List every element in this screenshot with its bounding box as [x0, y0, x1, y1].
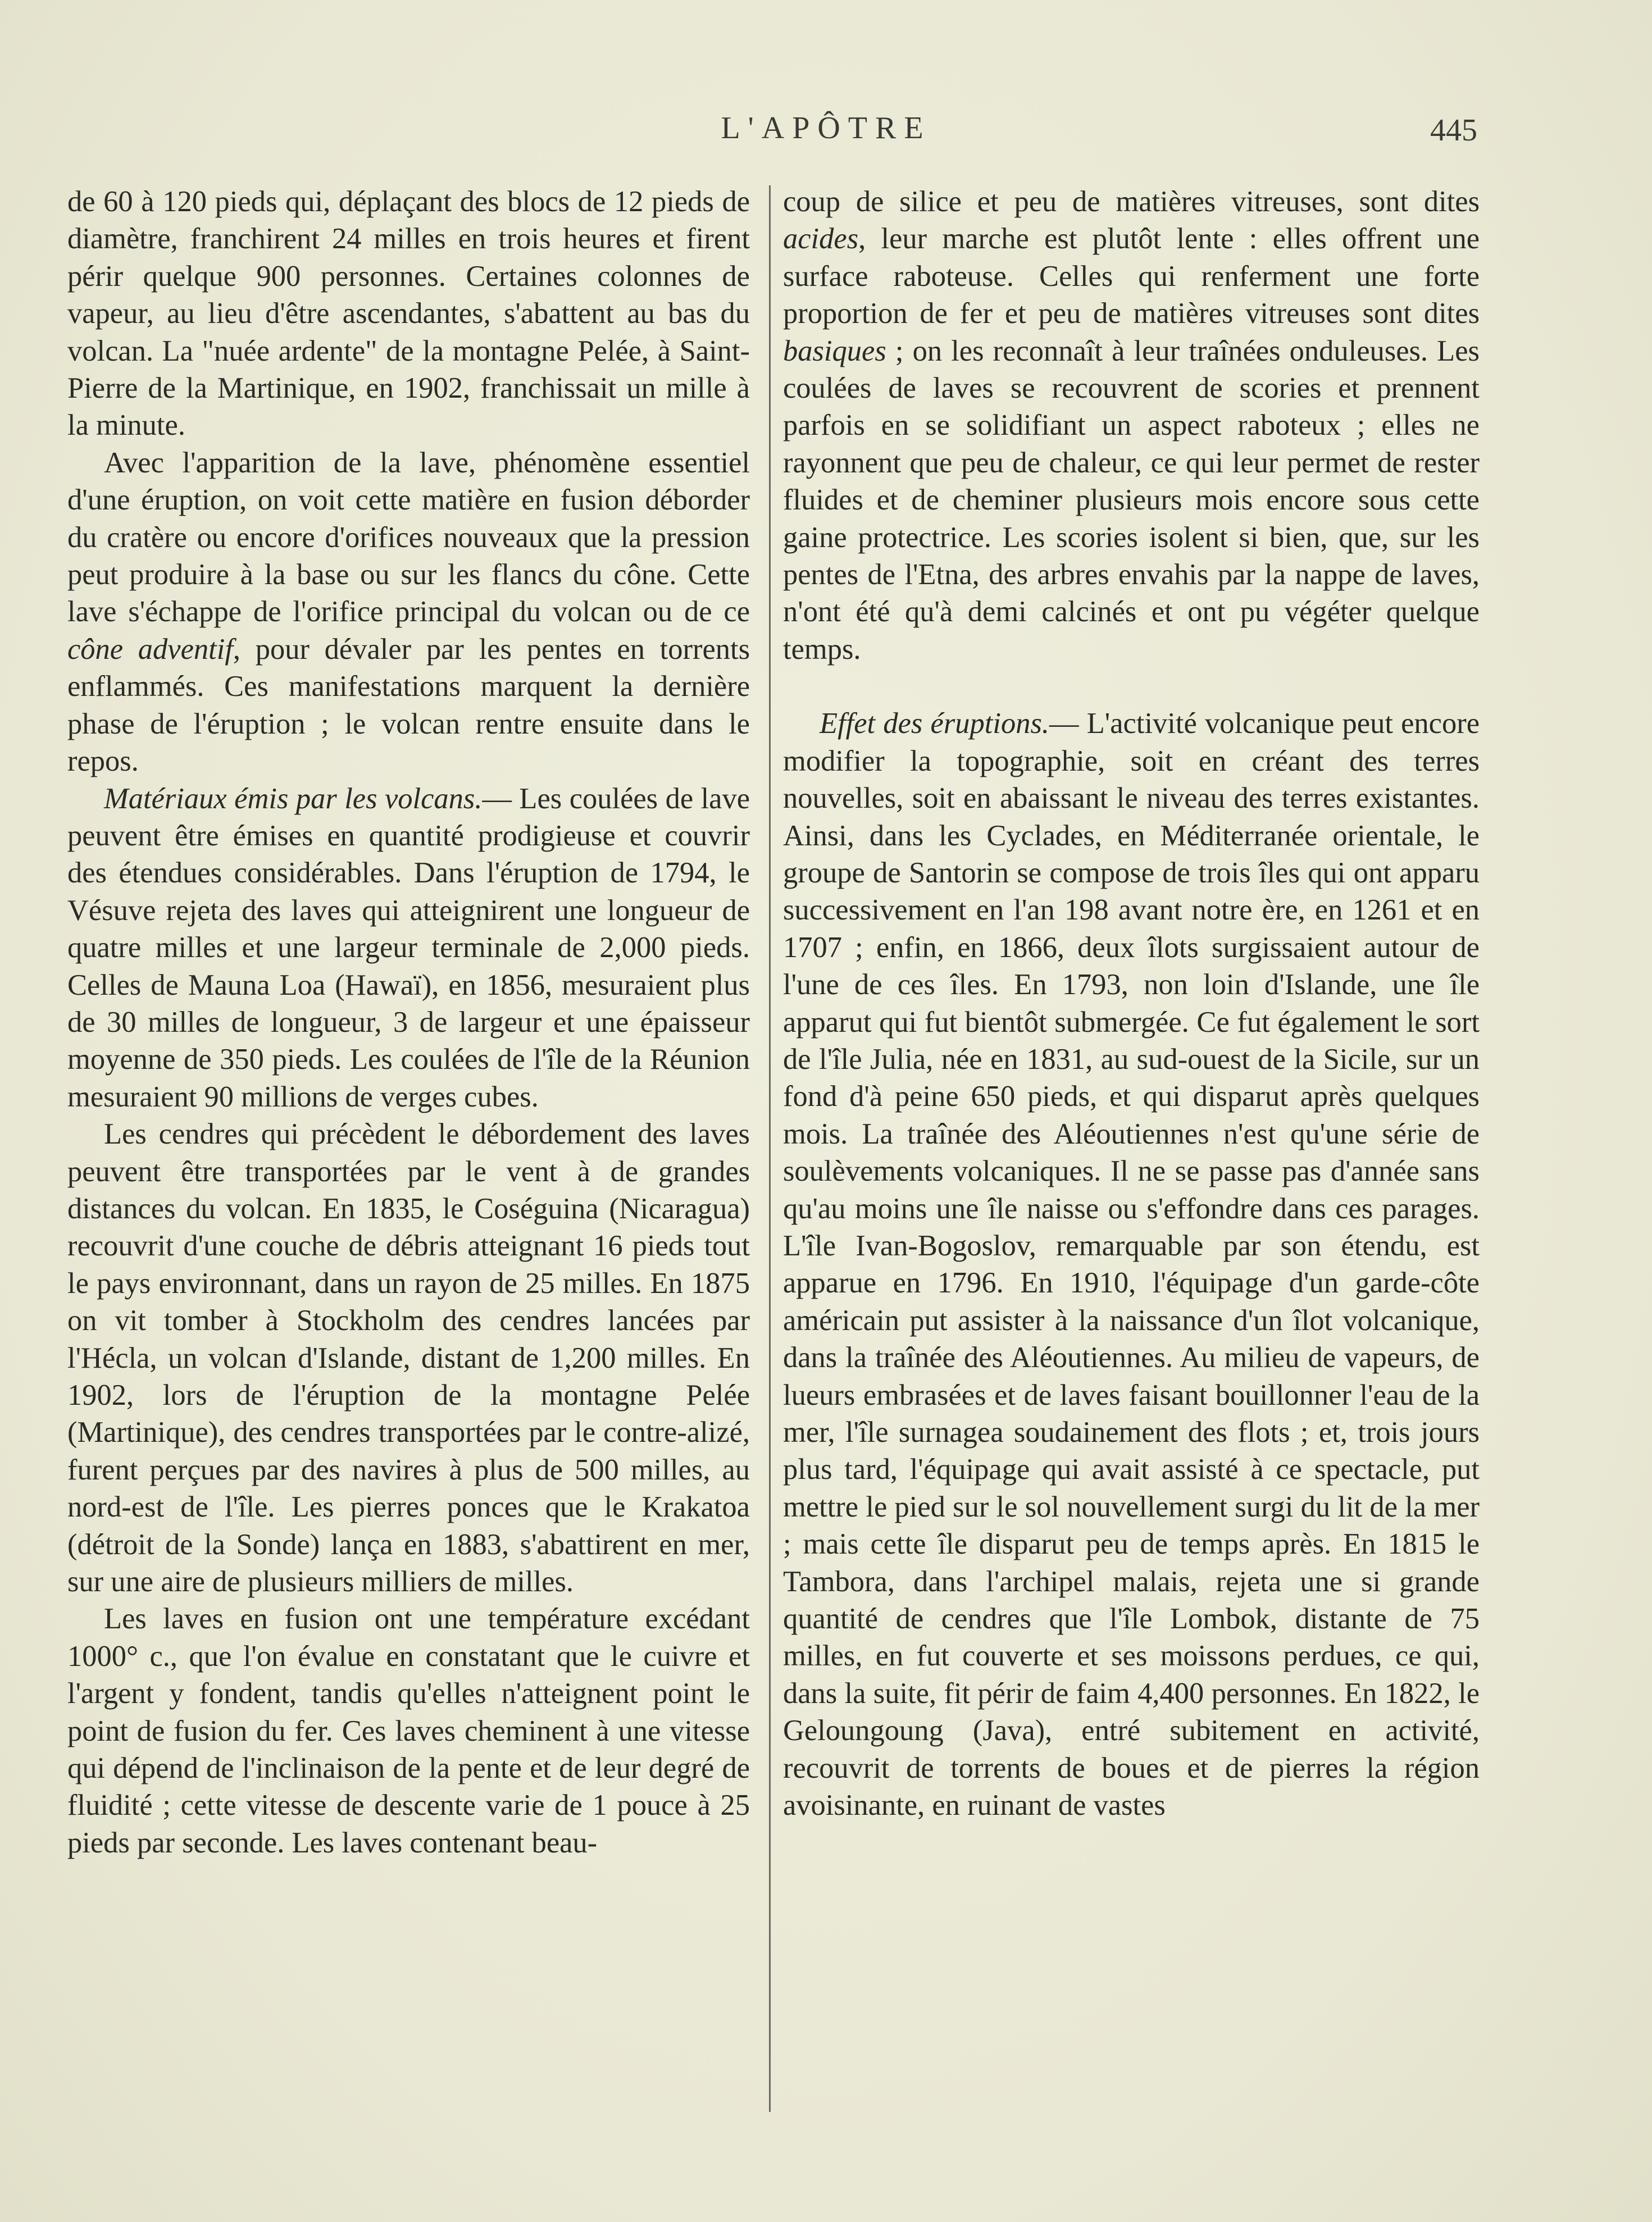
section-heading: Effet des éruptions. [820, 707, 1050, 740]
paragraph [67, 1600, 750, 1861]
left-column [67, 183, 750, 1861]
paragraph-text: de 60 à 120 pieds qui, déplaçant des blocs de 12 pieds de diamètre, franchirent 24 milles en trois heures et firent périr quelque 900 personnes. Certaines colonnes de vapeur, au lieu d'être ascendantes, s'abattent au bas du volcan. La "nuée ardente" de la montagne Pelée, à Saint-Pierre de la Martinique, en 1902, franchissait un mille à la minute. [67, 185, 750, 442]
paragraph-text: , leur marche est plutôt lente : elles offrent une surface raboteuse. Celles qui renferment une forte proportion de fer et peu de matières vitreuses sont dites [783, 222, 1480, 330]
paragraph [67, 183, 750, 444]
paragraph-text: Les cendres qui précèdent le débordement des laves peuvent être transportées par le vent à de grandes distances du volcan. En 1835, le Coséguina (Nicaragua) recouvrit d'une couche de débris atteignant 16 pieds tout le pays environnant, dans un rayon de 25 milles. En 1875 on vit tomber à Stockholm des cendres lancées par l'Hécla, un volcan d'Islande, distant de 1,200 milles. En 1902, lors de l'éruption de la montagne Pelée (Martinique), des cendres transportées par le contre-alizé, furent perçues par des navires à plus de 500 milles, au nord-est de l'île. Les pierres ponces que le Krakatoa (détroit de la Sonde) lança en 1883, s'abattirent en mer, sur une aire de plusieurs milliers de milles. [67, 1118, 750, 1599]
paragraph-text: coup de silice et peu de matières vitreuses, sont dites [783, 185, 1480, 218]
paragraph-text: ; on les reconnaît à leur traînées onduleuses. Les coulées de laves se recouvrent de scories et prennent parfois en se solidifiant un aspect raboteux ; elles ne rayonnent que peu de chaleur, ce qui leur permet de rester fluides et de cheminer plusieurs mois encore sous cette gaine protectrice. Les scories isolent si bien, que, sur les pentes de l'Etna, des arbres envahis par la nappe de laves, n'ont été qu'à demi calcinés et ont pu végéter quelque temps. [783, 334, 1480, 666]
italic-term: cône adventif [67, 632, 233, 666]
paragraph [67, 780, 750, 1116]
paragraph-text: — L'activité volcanique peut encore modifier la topographie, soit en créant des terres nouvelles, soit en abaissant le niveau des terres existantes. Ainsi, dans les Cyclades, en Méditerranée orientale, le groupe de Santorin se compose de trois îles qui ont apparu successivement en l'an 198 avant notre ère, en 1261 et en 1707 ; enfin, en 1866, deux îlots surgissaient autour de l'une de ces îles. En 1793, non loin d'Islande, une île apparut qui fut bientôt submergée. Ce fut également le sort de l'île Julia, née en 1831, au sud-ouest de la Sicile, sur un fond d'à peine 650 pieds, et qui disparut après quelques mois. La traînée des Aléoutiennes n'est qu'une série de soulèvements volcaniques. Il ne se passe pas d'année sans qu'au moins une île naisse ou s'effondre dans ces parages. L'île Ivan-Bogoslov, remarquable par son étendu, est apparue en 1796. En 1910, l'équipage d'un garde-côte américain put assister à la naissance d'un îlot volcanique, dans la traînée des Aléoutiennes. Au milieu de vapeurs, de lueurs embrasées et de laves faisant bouillonner l'eau de la mer, l'île surnagea soudainement des flots ; et, trois jours plus tard, l'équipage qui avait assisté à ce spectacle, put mettre le pied sur le sol nouvellement surgi du lit de la mer ; mais cette île disparut peu de temps après. En 1815 le Tambora, dans l'archipel malais, rejeta une si grande quantité de cendres que l'île Lombok, distante de 75 milles, en fut couverte et ses moissons perdues, ce qui, dans la suite, fit périr de faim 4,400 personnes. En 1822, le Geloungoung (Java), entré subitement en activité, recouvrit de torrents de boues et de pierres la région avoisinante, en ruinant de vastes [783, 707, 1480, 1822]
paragraph-text: — Les coulées de lave peuvent être émises en quantité prodigieuse et couvrir des étendues considérables. Dans l'éruption de 1794, le Vésuve rejeta des laves qui atteignirent une longueur de quatre milles et une largeur terminale de 2,000 pieds. Celles de Mauna Loa (Hawaï), en 1856, mesuraient plus de 30 milles de longueur, 3 de largeur et une épaisseur moyenne de 350 pieds. Les coulées de l'île de la Réunion mesuraient 90 millions de verges cubes. [67, 782, 750, 1113]
italic-term: basiques [783, 334, 886, 367]
paragraph-text: , pour dévaler par les pentes en torrents enflammés. Ces manifestations marquent la dernière phase de l'éruption ; le volcan rentre ensuite dans le repos. [67, 632, 750, 778]
right-column [783, 183, 1480, 1824]
italic-term: acides [783, 222, 859, 256]
paragraph-text: Avec l'apparition de la lave, phénomène essentiel d'une éruption, on voit cette matière en fusion déborder du cratère ou encore d'orifices nouveaux que la pression peut produire à la base ou sur les flancs du cône. Cette lave s'échappe de l'orifice principal du volcan ou de ce [67, 446, 750, 629]
running-title: L'APÔTRE [721, 111, 931, 145]
page-number: 445 [1430, 113, 1477, 148]
paragraph [67, 1115, 750, 1600]
paragraph [783, 183, 1480, 668]
section-heading: Matériaux émis par les volcans. [104, 782, 483, 815]
column-divider [769, 185, 771, 2112]
paragraph [67, 444, 750, 780]
paragraph-text: Les laves en fusion ont une température excédant 1000° c., que l'on évalue en constatant que le cuivre et l'argent y fondent, tandis qu'elles n'atteignent point le point de fusion du fer. Ces laves cheminent à une vitesse qui dépend de l'inclinaison de la pente et de leur degré de fluidité ; cette vitesse de descente varie de 1 pouce à 25 pieds par seconde. Les laves contenant beau- [67, 1602, 750, 1859]
paragraph [783, 705, 1480, 1824]
